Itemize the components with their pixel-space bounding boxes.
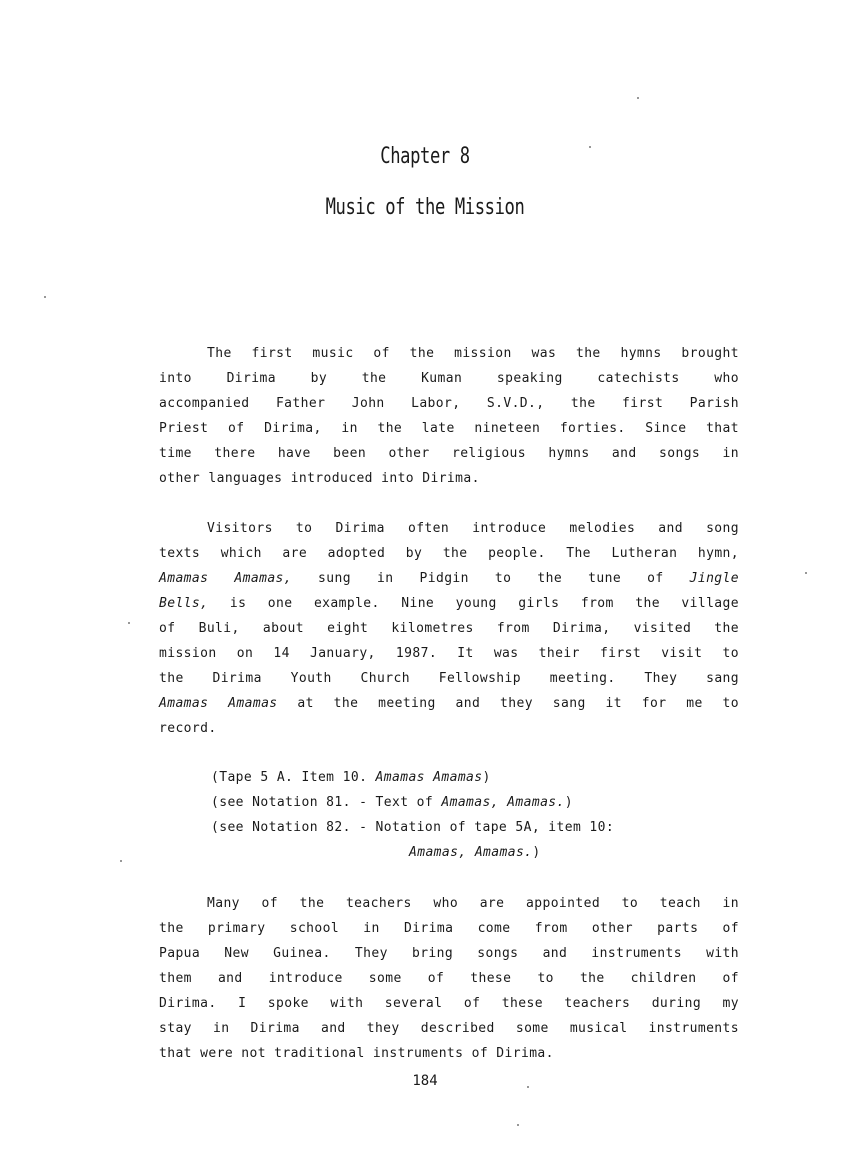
paragraph-line: Papua New Guinea. They bring songs and instruments with: [159, 946, 739, 961]
reference-line: [211, 765, 731, 790]
scan-speck: [517, 1124, 519, 1126]
hymn-title: Amamas, Amamas.: [409, 845, 533, 860]
scan-speck: [637, 97, 639, 99]
hymn-title: Amamas, Amamas.: [441, 795, 565, 810]
paragraph-line: stay in Dirima and they described some musical instruments: [159, 1021, 739, 1036]
paragraph-line: [159, 591, 739, 616]
paragraph-line: Priest of Dirima, in the late nineteen forties. Since that: [159, 421, 739, 436]
scan-speck: [44, 296, 46, 298]
scan-speck: [805, 572, 807, 574]
paragraph-line: texts which are adopted by the people. The Lutheran hymn,: [159, 546, 739, 561]
scan-speck: [589, 146, 591, 148]
paragraph-line: into Dirima by the Kuman speaking catechists who: [159, 371, 739, 386]
page-number: 184: [412, 1073, 438, 1089]
reference-text: ): [532, 845, 541, 860]
chapter-label: Chapter 8: [380, 144, 470, 169]
reference-line: (see Notation 82. - Notation of tape 5A, item 10:: [211, 820, 615, 835]
scan-speck: [120, 860, 122, 862]
paragraph-line: Dirima. I spoke with several of these teachers during my: [159, 996, 739, 1011]
paragraph-line: [159, 691, 739, 716]
chapter-title: Music of the Mission: [325, 195, 525, 220]
song-title: Bells,: [159, 596, 209, 611]
paragraph-line: record.: [159, 721, 217, 736]
reference-line: [211, 790, 731, 815]
paragraph-line: other languages introduced into Dirima.: [159, 471, 480, 486]
scan-speck: [527, 1086, 529, 1088]
song-title: Jingle: [689, 571, 739, 586]
hymn-title: Amamas Amamas: [159, 696, 278, 711]
paragraph-line: Visitors to Dirima often introduce melodies and song: [207, 521, 739, 536]
paragraph-line: accompanied Father John Labor, S.V.D., the first Parish: [159, 396, 739, 411]
scan-speck: [128, 622, 130, 624]
reference-text: (see Notation 81. - Text of: [211, 795, 442, 810]
paragraph-2: [159, 516, 739, 741]
reference-text: ): [564, 795, 573, 810]
notation-references: [211, 765, 731, 865]
paragraph-line: that were not traditional instruments of Dirima.: [159, 1046, 554, 1061]
paragraph-line: them and introduce some of these to the children of: [159, 971, 739, 986]
hymn-title: Amamas Amamas,: [159, 571, 292, 586]
paragraph-1: [159, 341, 739, 491]
paragraph-line: [159, 566, 739, 591]
hymn-title: Amamas Amamas: [375, 770, 483, 785]
paragraph-line: The first music of the mission was the hymns brought: [207, 346, 739, 361]
paragraph-line: time there have been other religious hymns and songs in: [159, 446, 739, 461]
paragraph-line: the primary school in Dirima come from other parts of: [159, 921, 739, 936]
line-text: is one example. Nine young girls from the village: [208, 596, 739, 611]
paragraph-line: mission on 14 January, 1987. It was their first visit to: [159, 646, 739, 661]
paragraph-line: the Dirima Youth Church Fellowship meeting. They sang: [159, 671, 739, 686]
reference-text: ): [482, 770, 491, 785]
line-text: sung in Pidgin to the tune of: [292, 571, 690, 586]
paragraph-line: Many of the teachers who are appointed to teach in: [207, 896, 739, 911]
paragraph-line: of Buli, about eight kilometres from Dirima, visited the: [159, 621, 739, 636]
line-text: at the meeting and they sang it for me to: [277, 696, 739, 711]
paragraph-4: [159, 891, 739, 1066]
reference-line: [211, 840, 731, 865]
reference-text: (Tape 5 A. Item 10.: [211, 770, 376, 785]
